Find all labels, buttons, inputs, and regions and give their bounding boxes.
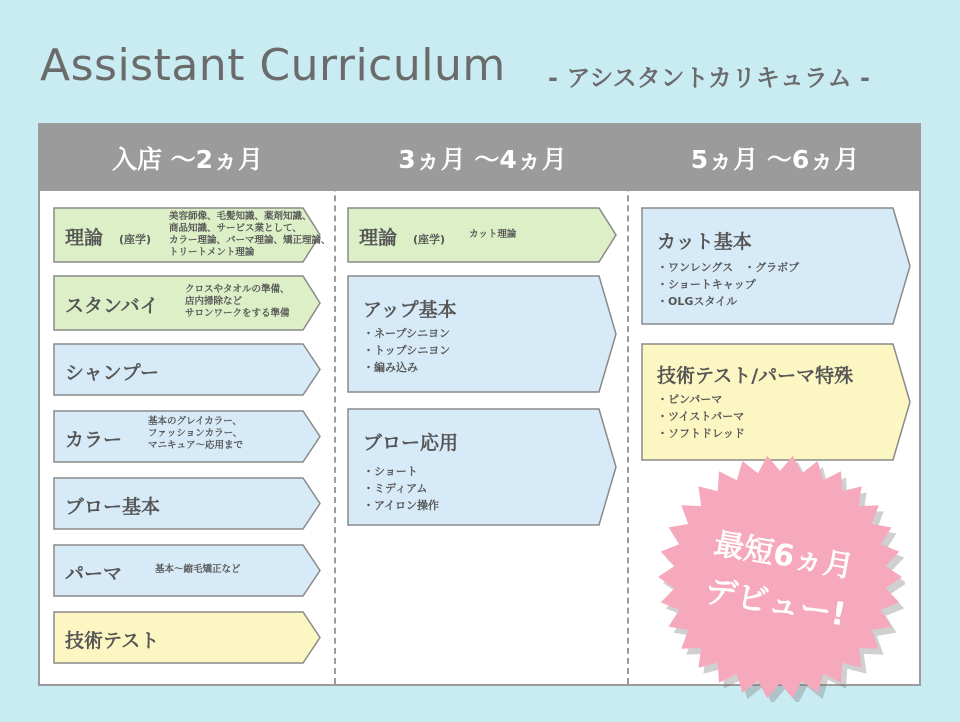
column-divider bbox=[334, 125, 336, 684]
curriculum-card-c1-r2 bbox=[53, 275, 321, 331]
card-bullet-list bbox=[363, 325, 450, 376]
badge-text bbox=[635, 432, 925, 722]
card-title: 技術テスト bbox=[65, 629, 160, 652]
card-subtitle: (座学) bbox=[119, 233, 152, 246]
card-title: カット基本 bbox=[657, 231, 752, 253]
card-title: 理論 bbox=[65, 227, 104, 249]
card-note-line: カット理論 bbox=[469, 229, 517, 240]
card-title: ブロー応用 bbox=[363, 432, 459, 454]
card-note-line: 基本〜縮毛矯正など bbox=[155, 564, 241, 575]
card-note bbox=[148, 416, 243, 452]
card-subtitle: (座学) bbox=[413, 233, 446, 246]
curriculum-card-c1-r3 bbox=[53, 343, 321, 396]
card-title: シャンプー bbox=[65, 361, 160, 384]
card-note-line: 美容師像、毛髪知識、薬剤知識、 bbox=[169, 211, 312, 222]
column-heading-1: 入店 〜2ヵ月 bbox=[111, 145, 264, 174]
curriculum-card-c1-r5 bbox=[53, 477, 321, 530]
curriculum-card-c3-r1 bbox=[641, 207, 911, 325]
page-title: Assistant Curriculum bbox=[40, 40, 506, 91]
card-note-line: カラー理論、パーマ理論、矯正理論、 bbox=[169, 235, 331, 246]
card-note-line: 基本のグレイカラー、 bbox=[148, 416, 242, 427]
column-heading-2: 3ヵ月 〜4ヵ月 bbox=[398, 145, 567, 174]
card-title: パーマ bbox=[65, 562, 123, 585]
card-note-line: 商品知識、サービス業として、 bbox=[169, 223, 302, 234]
curriculum-card-c1-r7 bbox=[53, 611, 321, 664]
badge-line-2: デビュー! bbox=[701, 571, 849, 634]
page-subtitle: - アシスタントカリキュラム - bbox=[548, 64, 870, 92]
card-note-line: クロスやタオルの準備、 bbox=[185, 284, 290, 295]
card-bullet-item: ・ ピンパーマ bbox=[657, 391, 745, 408]
card-title: 理論 bbox=[359, 227, 398, 249]
card-bullet-item: ・ トップシニヨン bbox=[363, 342, 450, 359]
card-note-line: トリートメント理論 bbox=[169, 247, 255, 258]
card-title: スタンバイ bbox=[65, 295, 159, 317]
curriculum-card-c1-r1 bbox=[53, 207, 331, 263]
badge-line-1: 最短6ヵ月 bbox=[711, 526, 857, 586]
card-note bbox=[155, 564, 241, 576]
card-title: カラー bbox=[65, 428, 123, 451]
card-bullet-item: ・ ソフトドレッド bbox=[657, 425, 745, 442]
curriculum-card-c2-r2 bbox=[347, 275, 617, 393]
curriculum-card-c1-r4 bbox=[53, 410, 321, 463]
card-bullet-item: ・ アイロン操作 bbox=[363, 497, 439, 514]
card-note-line: 店内掃除など bbox=[185, 296, 243, 307]
curriculum-card-c2-r1 bbox=[347, 207, 617, 263]
card-title: 技術テスト/パーマ特殊 bbox=[657, 365, 854, 387]
card-bullet-list bbox=[657, 391, 745, 442]
column-heading-3: 5ヵ月 〜6ヵ月 bbox=[690, 145, 860, 174]
card-bullet-item: ・ ツイストパーマ bbox=[657, 408, 745, 425]
card-note bbox=[169, 211, 331, 259]
card-bullet-list bbox=[363, 463, 439, 514]
curriculum-card-c1-r6 bbox=[53, 544, 321, 597]
card-title: ブロー基本 bbox=[65, 495, 161, 518]
card-bullet-item: ・ ミディアム bbox=[363, 480, 439, 497]
card-bullet-list bbox=[657, 259, 799, 310]
card-note-line: サロンワークをする準備 bbox=[185, 308, 290, 319]
card-bullet-item: ・ 編み込み bbox=[363, 359, 450, 376]
column-divider bbox=[627, 125, 629, 684]
card-bullet-item: ・ ネープシニヨン bbox=[363, 325, 450, 342]
card-note-line: ファッションカラー、 bbox=[148, 428, 243, 439]
card-note bbox=[185, 284, 290, 320]
card-bullet-item: ・ OLGスタイル bbox=[657, 293, 799, 310]
curriculum-card-c2-r3 bbox=[347, 408, 617, 526]
debut-badge bbox=[655, 452, 905, 702]
card-note bbox=[469, 229, 516, 241]
card-title: アップ基本 bbox=[363, 299, 457, 321]
card-bullet-item: ・ ショートキャップ bbox=[657, 276, 799, 293]
card-bullet-item: ・ ショート bbox=[363, 463, 439, 480]
card-note-line: マニキュア〜応用まで bbox=[148, 440, 244, 451]
card-bullet-item: ・ ワンレングス ・グラボブ bbox=[657, 259, 799, 276]
